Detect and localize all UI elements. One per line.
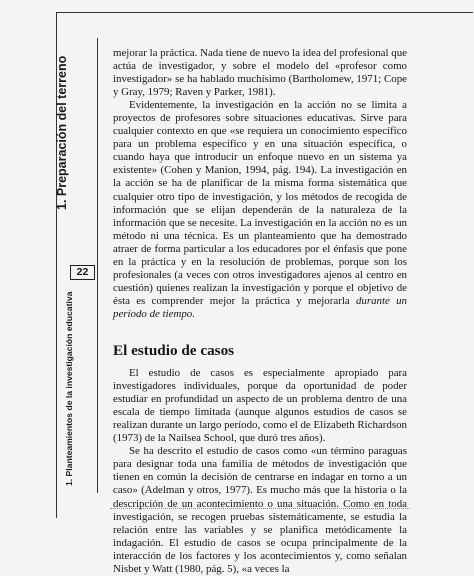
paragraph-3: El estudio de casos es especialmente apropiado para investigadores individuales, porque da oportunidad de poder estudiar en profundidad un aspecto de un problema dentro de una escala de tiempo limitada (aunque algunos estudios de casos se realizan durante un largo período, como el de Elizabeth Richardson (1973) de la Nailsea School, que duró tres años).: [113, 367, 407, 445]
paragraph-1: mejorar la práctica. Nada tiene de nuevo la idea del profesional que actúa de investigador, y sobre el modelo del «profesor como investigador» se ha hablado muchísimo (Bartholomew, 1971; Cope y Gray, 1979; Raven y Parker, 1981).: [113, 47, 407, 99]
section-heading: El estudio de casos: [113, 341, 235, 359]
scan-artifact-line: [110, 508, 410, 509]
chapter-title: 1. Preparación del terreno: [55, 55, 69, 210]
paragraph-2-text: Evidentemente, la investigación en la acción no se limita a proyectos de profesores sobre situaciones educativas. Sirve para cualquier contexto en que «se requiera un conocimiento específico para un problema específico y en una situación específica, o cuando haya que introducir un enfoque nuevo en un sistema ya existente» (Cohen y Manion, 1994, pág. 194). La investigación en la acción se ha de planificar de la misma forma sistemática que cualquier otro tipo de investigación, y los métodos de recogida de información que se elijan dependerán de la naturaleza de la información que se necesite. La investigación en la acción no es un método ni una técnica. Es un planteamiento que ha demostrado atraer de forma particular a los educadores por el énfasis que pone en la práctica y en la resolución de problemas, porque son los profesionales (a veces con otros investigadores ajenos al centro en cuestión) quienes realizan la investigación y porque el objetivo de ésta es comprender mejor la práctica y mejorarla: [113, 99, 407, 307]
page-body: [113, 47, 407, 576]
paragraph-2-italic: durante un período de tiempo.: [113, 294, 407, 320]
sidebar-rule: [97, 38, 98, 493]
paragraph-2: [113, 99, 407, 321]
paragraph-4: Se ha descrito el estudio de casos como «un término paraguas para designar toda una familia de métodos de investigación que tienen en común la decisión de centrarse en indagar en torno a un caso» (Adelman y otros, 1977). Es mucho más que la historia o la descripción de un acontecimiento o una situación. Como en toda investigación, se recogen pruebas sistemáticamente, se estudia la relación entre las variables y se planifica metódicamente la indagación. El estudio de casos se ocupa principalmente de la interacción de los factores y los acontecimientos y, como señalan Nisbet y Watt (1980, pág. 5), «a veces la: [113, 445, 407, 575]
book-title: 1. Planteamientos de la investigación educativa: [64, 291, 74, 486]
page-number: 22: [70, 265, 95, 280]
